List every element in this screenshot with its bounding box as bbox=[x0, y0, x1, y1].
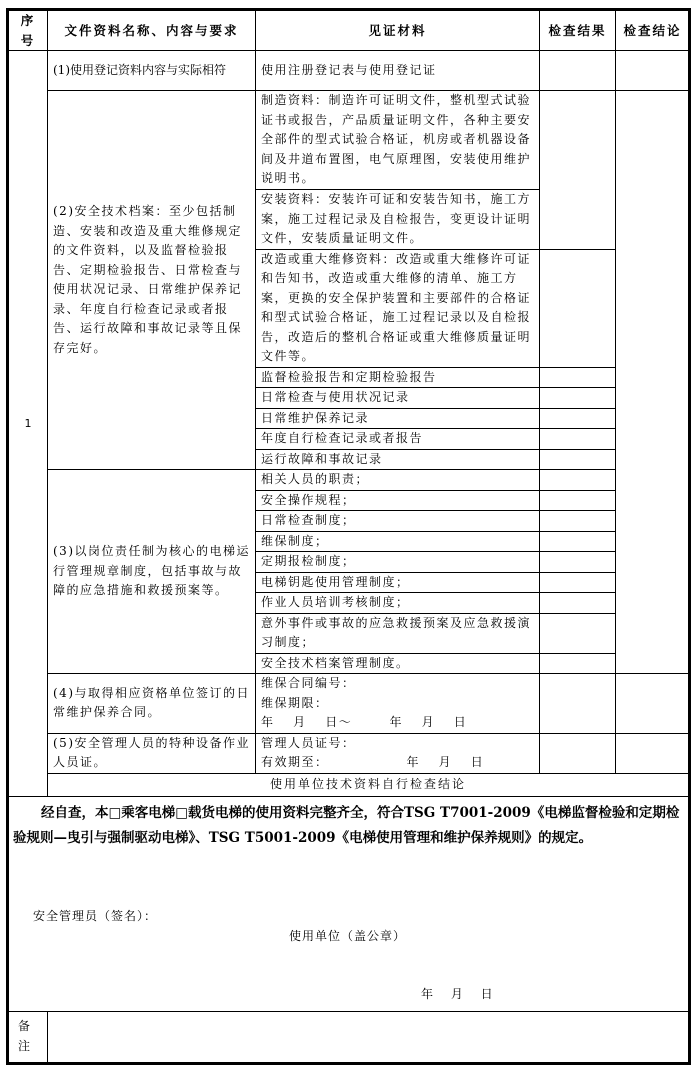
result-cell[interactable] bbox=[540, 51, 616, 91]
conclusion-text: 经自查，本□乘客电梯□载货电梯的使用资料完整齐全，符合TSG T7001-2009《电梯监督检验和定期检验规则—曳引与强制驱动电梯》、TSG T5001-2009《电梯使用管理和维护保养规则》的规定。 bbox=[13, 804, 680, 846]
contract-period-dates: 年 月 日～ 年 月 日 bbox=[261, 715, 468, 729]
table-row bbox=[8, 51, 690, 91]
cert-validity-label: 有效期至： bbox=[261, 755, 329, 769]
evidence-2-4: 监督检验报告和定期检验报告 bbox=[256, 367, 540, 388]
result-cell[interactable] bbox=[540, 572, 616, 593]
section-title: 使用单位技术资料自行检查结论 bbox=[48, 773, 690, 796]
conclusion-block bbox=[8, 796, 690, 1011]
header-no: 序号 bbox=[8, 10, 48, 51]
table-row bbox=[8, 91, 690, 190]
requirement-1: (1)使用登记资料内容与实际相符 bbox=[48, 51, 256, 91]
result-cell[interactable] bbox=[540, 367, 616, 388]
cert-validity-date: 年 月 日 bbox=[406, 755, 485, 769]
result-cell[interactable] bbox=[540, 733, 616, 773]
result-cell[interactable] bbox=[540, 531, 616, 552]
evidence-3-2: 安全操作规程； bbox=[256, 490, 540, 511]
evidence-3-3: 日常检查制度； bbox=[256, 511, 540, 532]
header-conclusion: 检查结论 bbox=[616, 10, 690, 51]
conclusion-cell[interactable] bbox=[616, 51, 690, 91]
conclusion-cell[interactable] bbox=[616, 91, 690, 674]
user-unit-seal[interactable]: 使用单位（盖公章） bbox=[289, 928, 407, 943]
section-title-row bbox=[8, 773, 690, 796]
conclusion-date[interactable]: 年 月 日 bbox=[421, 986, 493, 1001]
table-row bbox=[8, 674, 690, 734]
result-cell[interactable] bbox=[540, 91, 616, 250]
evidence-2-2: 安装资料：安装许可证和安装告知书，施工方案，施工过程记录及自检报告，变更设计证明文件，安装质量证明文件。 bbox=[256, 190, 540, 250]
result-cell[interactable] bbox=[540, 674, 616, 734]
header-result: 检查结果 bbox=[540, 10, 616, 51]
result-cell[interactable] bbox=[540, 249, 616, 367]
safety-manager-signature[interactable]: 安全管理员（签名）： bbox=[33, 908, 158, 923]
evidence-1-1: 使用注册登记表与使用登记证 bbox=[256, 51, 540, 91]
contract-period bbox=[261, 694, 534, 733]
contract-number-label: 维保合同编号： bbox=[261, 676, 356, 690]
evidence-3-4: 维保制度； bbox=[256, 531, 540, 552]
inspection-table bbox=[6, 8, 691, 1065]
cert-validity bbox=[261, 753, 534, 773]
inspection-form bbox=[6, 8, 688, 1065]
evidence-2-6: 日常维护保养记录 bbox=[256, 408, 540, 429]
evidence-3-5: 定期报检制度； bbox=[256, 552, 540, 573]
header-evidence: 见证材料 bbox=[256, 10, 540, 51]
result-cell[interactable] bbox=[540, 653, 616, 674]
result-cell[interactable] bbox=[540, 388, 616, 409]
table-row bbox=[8, 733, 690, 773]
evidence-3-1: 相关人员的职责； bbox=[256, 470, 540, 491]
result-cell[interactable] bbox=[540, 449, 616, 470]
evidence-2-8: 运行故障和事故记录 bbox=[256, 449, 540, 470]
evidence-3-9: 安全技术档案管理制度。 bbox=[256, 653, 540, 674]
requirement-4: (4)与取得相应资格单位签订的日常维护保养合同。 bbox=[48, 674, 256, 734]
result-cell[interactable] bbox=[540, 490, 616, 511]
result-cell[interactable] bbox=[540, 429, 616, 450]
conclusion-cell[interactable] bbox=[616, 674, 690, 734]
result-cell[interactable] bbox=[540, 408, 616, 429]
result-cell[interactable] bbox=[540, 470, 616, 491]
evidence-3-7: 作业人员培训考核制度； bbox=[256, 593, 540, 614]
item-number: 1 bbox=[8, 51, 48, 797]
remarks-label: 备 注 bbox=[8, 1011, 48, 1063]
result-cell[interactable] bbox=[540, 613, 616, 653]
evidence-3-6: 电梯钥匙使用管理制度； bbox=[256, 572, 540, 593]
result-cell[interactable] bbox=[540, 511, 616, 532]
evidence-2-7: 年度自行检查记录或者报告 bbox=[256, 429, 540, 450]
evidence-3-8: 意外事件或事故的应急救援预案及应急救援演习制度； bbox=[256, 613, 540, 653]
evidence-2-1: 制造资料：制造许可证明文件，整机型式试验证书或报告，产品质量证明文件，各种主要安全部件的型式试验合格证，机房或者机器设备间及井道布置图，电气原理图，安装使用维护说明书。 bbox=[256, 91, 540, 190]
remarks-field[interactable] bbox=[48, 1011, 690, 1063]
evidence-4 bbox=[256, 674, 540, 734]
manager-cert-label: 管理人员证号： bbox=[261, 735, 356, 750]
conclusion-row bbox=[8, 796, 690, 1011]
header-requirement: 文件资料名称、内容与要求 bbox=[48, 10, 256, 51]
evidence-2-3: 改造或重大维修资料：改造或重大维修许可证和告知书，改造或重大维修的清单、施工方案，更换的安全保护装置和主要部件的合格证和型式试验合格证，施工过程记录以及自检报告，改造后的整机合格证或重大维修质量证明文件等。 bbox=[256, 249, 540, 367]
requirement-5: (5)安全管理人员的特种设备作业人员证。 bbox=[48, 733, 256, 773]
requirement-2: (2)安全技术档案：至少包括制造、安装和改造及重大维修规定的文件资料，以及监督检验报告、定期检验报告、日常检查与使用状况记录、日常维护保养记录、年度自行检查记录或者报告、运行故障和事故记录等且保存完好。 bbox=[48, 91, 256, 470]
conclusion-cell[interactable] bbox=[616, 733, 690, 773]
requirement-3: (3)以岗位责任制为核心的电梯运行管理规章制度，包括事故与故障的应急措施和救援预案等。 bbox=[48, 470, 256, 674]
result-cell[interactable] bbox=[540, 552, 616, 573]
evidence-5 bbox=[256, 733, 540, 773]
evidence-2-5: 日常检查与使用状况记录 bbox=[256, 388, 540, 409]
header-row bbox=[8, 10, 690, 51]
contract-period-label: 维保期限： bbox=[261, 695, 329, 710]
remarks-row bbox=[8, 1011, 690, 1063]
result-cell[interactable] bbox=[540, 593, 616, 614]
table-row bbox=[8, 470, 690, 491]
